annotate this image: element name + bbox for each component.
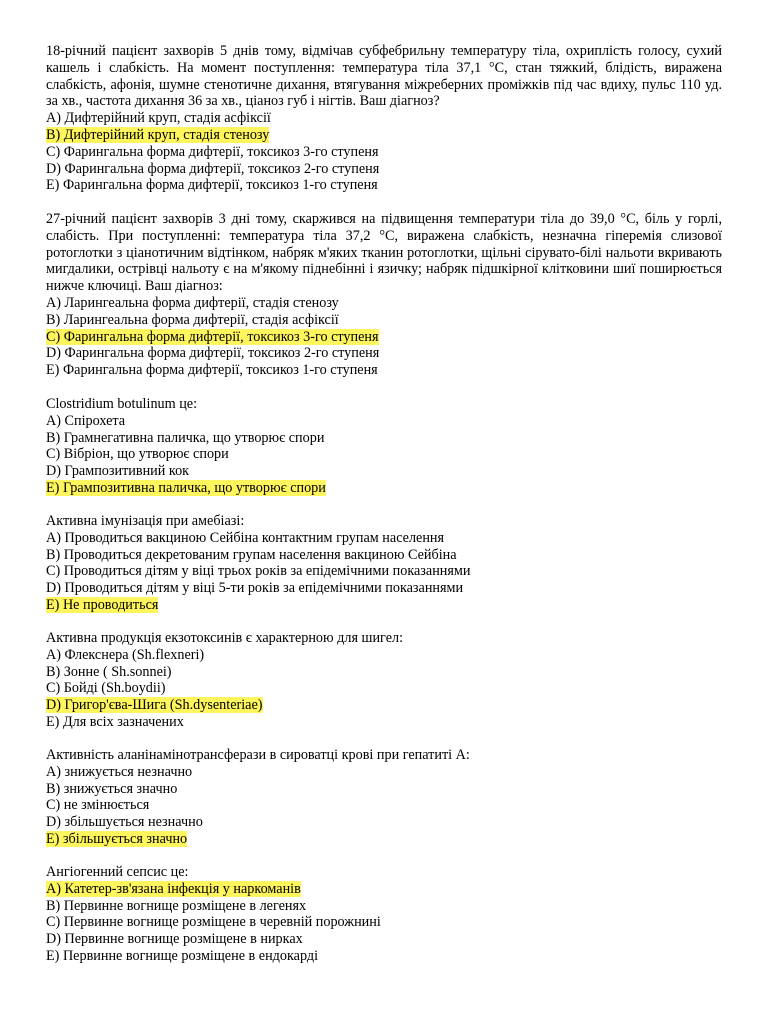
question-stem: Активна продукція екзотоксинів є характерною для шигел:	[46, 630, 404, 646]
answer-option-d: D) Грампозитивний кок	[46, 463, 190, 480]
question-5	[46, 630, 722, 731]
question-4	[46, 513, 722, 614]
question-stem: Clostridium botulinum це:	[46, 396, 198, 412]
answer-option-e: E) Первинне вогнище розміщене в ендокарді	[46, 947, 319, 964]
question-stem: 18-річний пацієнт захворів 5 днів тому, відмічав субфебрильну температуру тіла, охриплість голосу, сухий кашель і слабкість. На момент поступлення: температура тіла 37,1 °С, стан тяжкий, блідість, виражена слабкість, афонія, шумне стенотичне дихання, втягування міжреберних проміжків під час вдиху, пульс 110 уд. за хв., частота дихання 36 за хв., ціаноз губ і нігтів. Ваш діагноз?	[46, 43, 722, 110]
answer-option-a: A) Ларингеальна форма дифтерії, стадія стенозу	[46, 294, 339, 311]
answer-option-a: A) знижується незначно	[46, 763, 193, 780]
answer-option-e-correct: E) Не проводиться	[46, 596, 159, 613]
answer-option-b-correct: B) Дифтерійний круп, стадія стенозу	[46, 126, 270, 143]
question-stem: Активність аланінамінотрансферази в сироватці крові при гепатиті А:	[46, 747, 470, 763]
answer-option-b: B) Грамнегативна паличка, що утворює спори	[46, 429, 325, 446]
answer-option-d: D) збільшується незначно	[46, 814, 203, 831]
question-1	[46, 43, 722, 194]
answer-option-d: D) Фарингальна форма дифтерії, токсикоз 2-го ступеня	[46, 160, 380, 177]
answer-option-b: B) Ларингеальна форма дифтерії, стадія асфіксії	[46, 311, 339, 328]
answer-option-b: B) Проводиться декретованим групам населення вакциною Сейбіна	[46, 546, 457, 563]
answer-option-e: E) Фарингальна форма дифтерії, токсикоз 1-го ступеня	[46, 177, 378, 194]
answer-option-b: B) Зонне ( Sh.sonnei)	[46, 663, 172, 680]
answer-option-c: C) Первинне вогнище розміщене в черевній порожнині	[46, 914, 381, 931]
answer-option-c: C) не змінюється	[46, 797, 150, 814]
answer-option-a: A) Спірохета	[46, 412, 126, 429]
answer-option-b: B) Первинне вогнище розміщене в легенях	[46, 897, 307, 914]
answer-option-e-correct: E) Грампозитивна паличка, що утворює спори	[46, 479, 326, 496]
answer-option-c: C) Вібріон, що утворює спори	[46, 446, 229, 463]
answer-option-e: E) Для всіх зазначених	[46, 713, 184, 730]
question-stem: Активна імунізація при амебіазі:	[46, 513, 245, 529]
answer-option-c: C) Проводиться дітям у віці трьох років за епідемічними показаннями	[46, 563, 471, 580]
answer-option-c-correct: C) Фарингальна форма дифтерії, токсикоз 3-го ступеня	[46, 328, 379, 345]
answer-option-e-correct: E) збільшується значно	[46, 830, 188, 847]
question-stem: 27-річний пацієнт захворів 3 дні тому, скаржився на підвищення температури тіла до 39,0 °С, біль у горлі, слабість. При поступленні: температура тіла 37,2 °С, виражена слабкість, незначна гіперемія слизової ротоглотки з ціанотичним відтінком, набряк м'яких тканин ротоглотки, щільні сірувато-білі нальоти вкривають мигдалики, острівці нальоту є на м'якому піднебінні і язичку; набряк підшкірної клітковини шиї поширюється нижче ключиці. Ваш діагноз:	[46, 211, 722, 295]
question-2	[46, 211, 722, 379]
question-3	[46, 396, 722, 497]
question-stem: Ангіогенний сепсис це:	[46, 864, 189, 880]
answer-option-d: D) Проводиться дітям у віці 5-ти років за епідемічними показаннями	[46, 580, 464, 597]
answer-option-a: A) Флекснера (Sh.flexneri)	[46, 646, 205, 663]
answer-option-a: A) Дифтерійний круп, стадія асфіксії	[46, 110, 271, 127]
answer-option-c: C) Бойді (Sh.boydii)	[46, 680, 166, 697]
answer-option-a: A) Проводиться вакциною Сейбіна контактним групам населення	[46, 529, 445, 546]
answer-option-d: D) Первинне вогнище розміщене в нирках	[46, 931, 303, 948]
answer-option-b: B) знижується значно	[46, 780, 178, 797]
answer-option-c: C) Фарингальна форма дифтерії, токсикоз 3-го ступеня	[46, 143, 379, 160]
question-7	[46, 864, 722, 965]
answer-option-a-correct: A) Катетер-зв'язана інфекція у наркоманів	[46, 880, 301, 897]
answer-option-e: E) Фарингальна форма дифтерії, токсикоз 1-го ступеня	[46, 362, 378, 379]
question-6	[46, 747, 722, 848]
answer-option-d-correct: D) Григор'єва-Шига (Sh.dysenteriae)	[46, 697, 263, 714]
answer-option-d: D) Фарингальна форма дифтерії, токсикоз 2-го ступеня	[46, 345, 380, 362]
